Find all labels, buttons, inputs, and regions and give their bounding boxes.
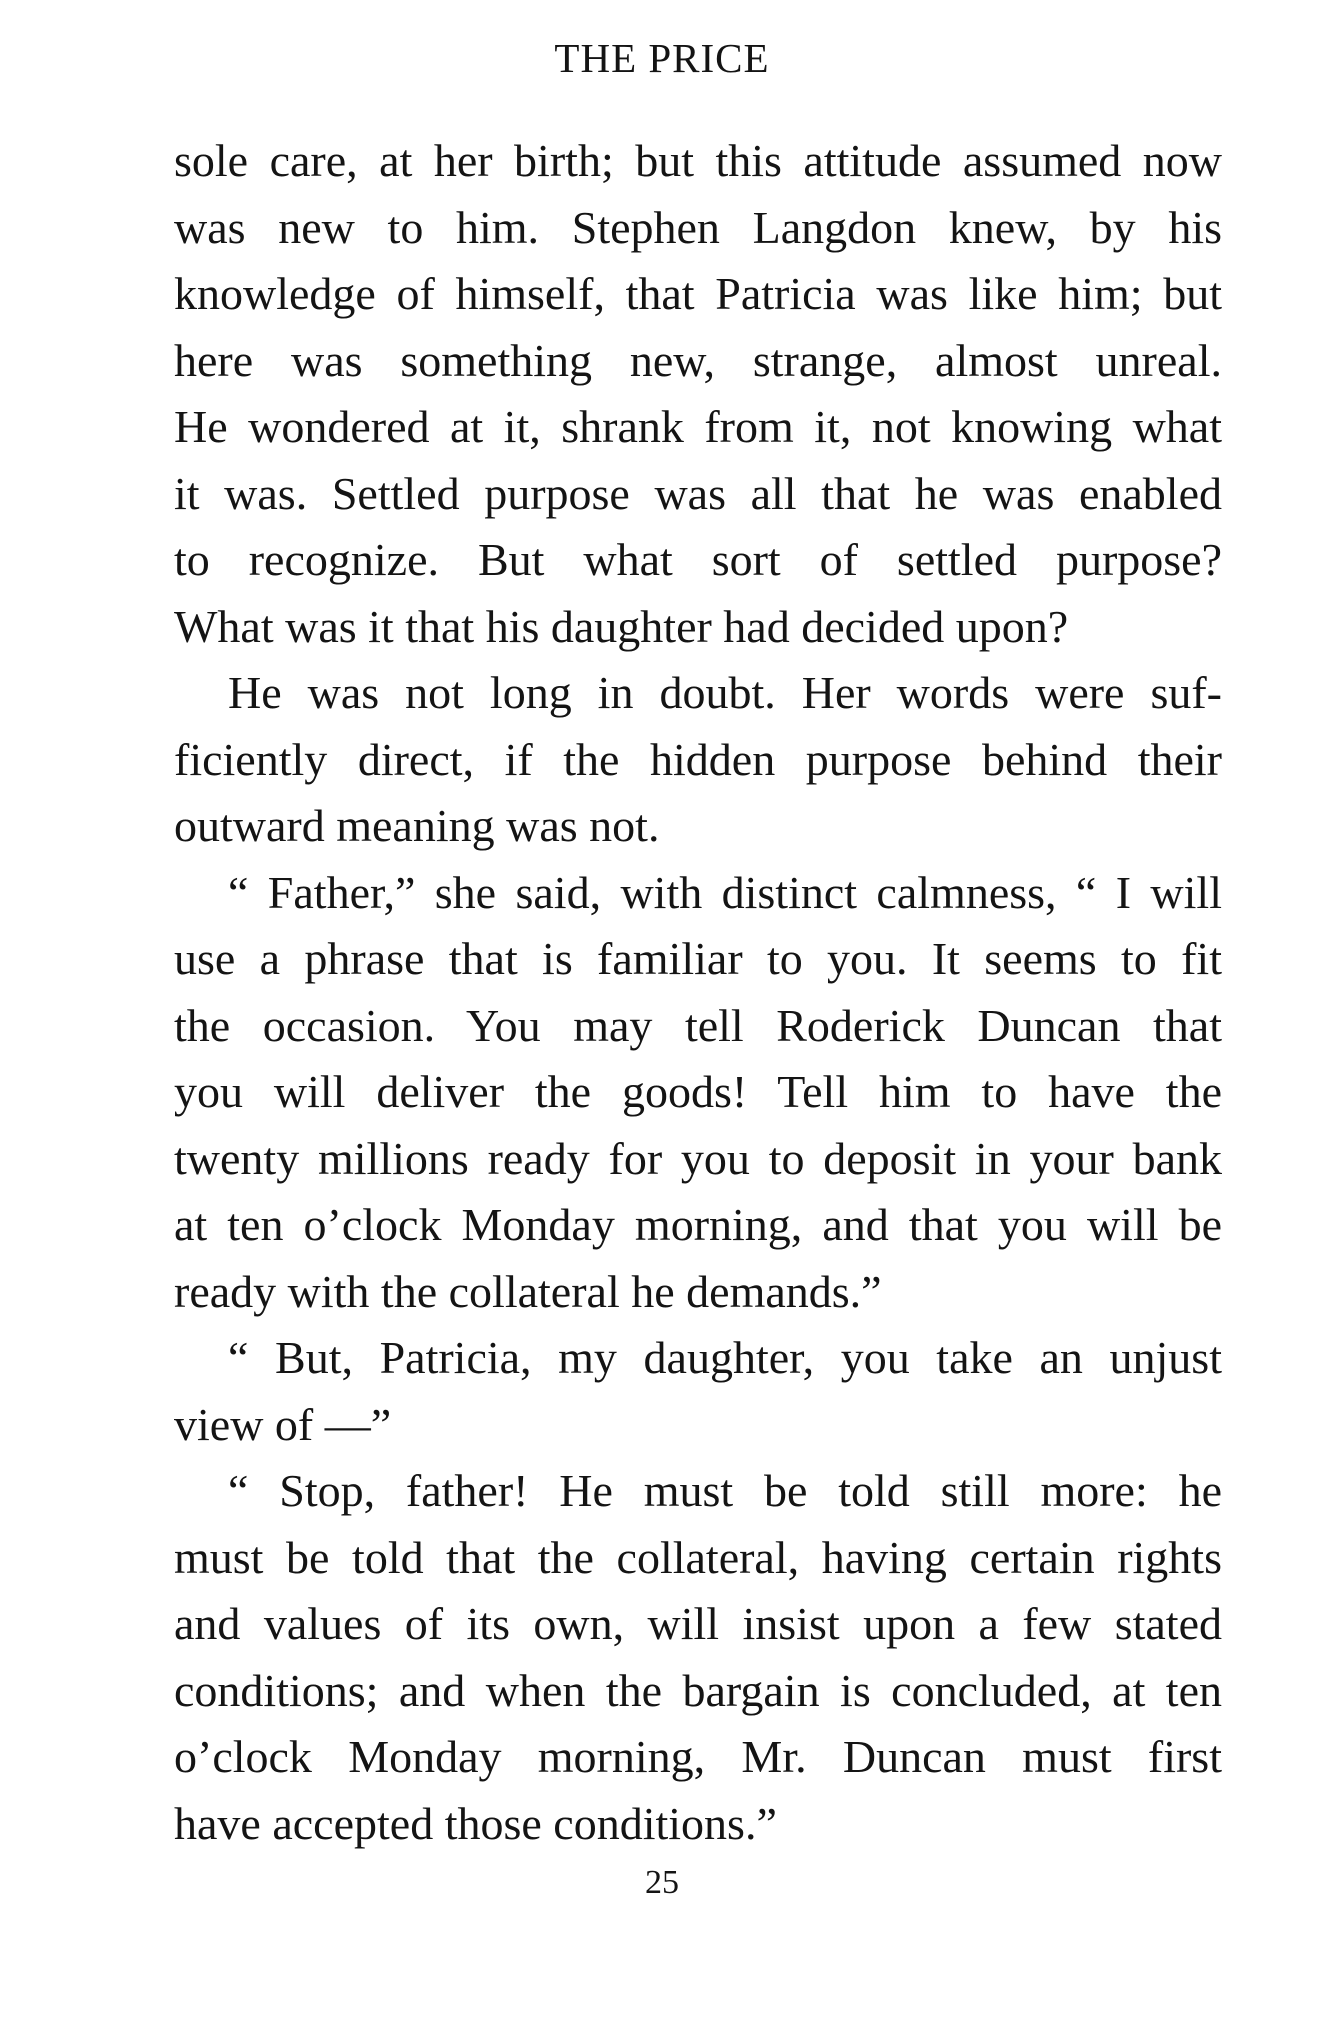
text-line: at ten o’clock Monday morning, and that you will be [174, 1199, 1222, 1250]
page-number: 25 [645, 1864, 679, 1901]
text-line: ficiently direct, if the hidden purpose behind their [174, 733, 1222, 785]
text-line: knowledge of himself, that Patricia was like him; but [174, 268, 1222, 319]
text-line: and values of its own, will insist upon a few stated [174, 1598, 1222, 1649]
text-line: What was it that his daughter had decided upon? [174, 600, 1069, 652]
text-line: outward meaning was not. [174, 800, 660, 851]
text-line: sole care, at her birth; but this attitude assumed now [174, 135, 1222, 186]
text-line: you will deliver the goods! Tell him to have the [174, 1066, 1222, 1117]
text-line: “ But, Patricia, my daughter, you take an unjust [228, 1332, 1222, 1383]
body-text [174, 128, 1222, 1857]
text-line: use a phrase that is familiar to you. It seems to fit [174, 933, 1222, 984]
text-line: He was not long in doubt. Her words were suf- [228, 667, 1222, 718]
text-line: view of —” [174, 1398, 392, 1450]
text-line: “ Father,” she said, with distinct calmness, “ I will [228, 866, 1222, 918]
text-line: “ Stop, father! He must be told still more: he [228, 1465, 1222, 1516]
text-line: was new to him. Stephen Langdon knew, by his [174, 201, 1222, 253]
text-line: it was. Settled purpose was all that he was enabled [174, 467, 1222, 519]
text-line: He wondered at it, shrank from it, not knowing what [174, 401, 1222, 452]
text-line: must be told that the collateral, having certain rights [174, 1531, 1222, 1583]
text-line: ready with the collateral he demands.” [174, 1265, 882, 1317]
text-line: conditions; and when the bargain is concluded, at ten [174, 1664, 1222, 1716]
text-line: o’clock Monday morning, Mr. Duncan must first [174, 1731, 1222, 1782]
text-line: twenty millions ready for you to deposit in your bank [174, 1132, 1222, 1184]
text-line: to recognize. But what sort of settled purpose? [174, 534, 1222, 585]
running-head: THE PRICE [554, 35, 770, 81]
text-line: the occasion. You may tell Roderick Duncan that [174, 999, 1222, 1051]
text-line: here was something new, strange, almost unreal. [174, 334, 1222, 386]
text-line: have accepted those conditions.” [174, 1797, 777, 1849]
